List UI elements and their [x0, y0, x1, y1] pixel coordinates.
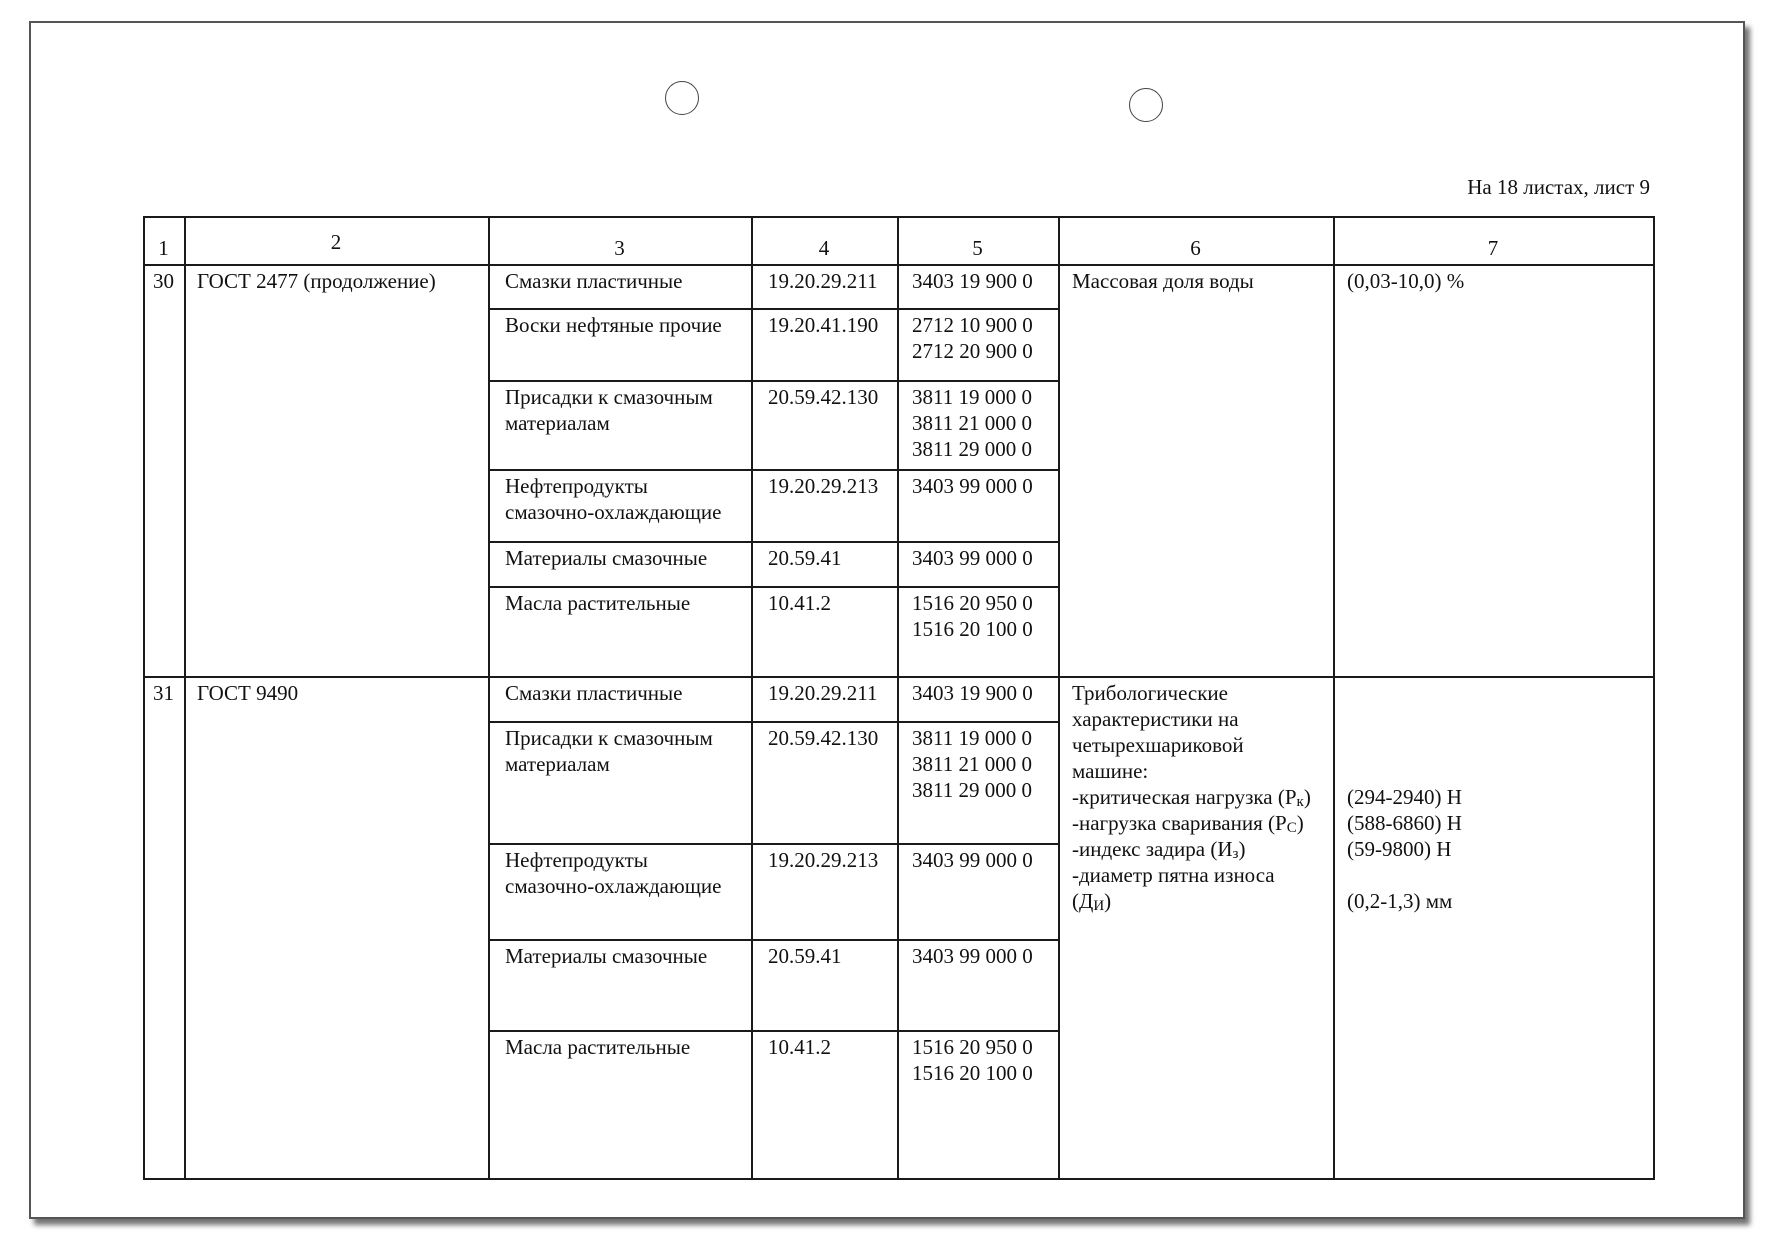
- subrow-rule: [488, 469, 1059, 471]
- normative-document: ГОСТ 9490: [197, 681, 299, 705]
- okpd-code: 20.59.41: [768, 546, 842, 570]
- col-rule: [488, 216, 490, 1180]
- header-col-4: 4: [818, 236, 830, 260]
- product-name: Нефтепродукты смазочно-охлаждающие: [505, 474, 722, 524]
- header-col-6: 6: [1190, 236, 1201, 260]
- subrow-rule: [488, 939, 1059, 941]
- table-border-bottom: [143, 1178, 1655, 1180]
- tnved-code: 3403 99 000 0: [912, 546, 1033, 570]
- characteristic-item: -диаметр пятна износа $(Д_И)$: [1072, 863, 1275, 914]
- subrow-rule: [488, 721, 1059, 723]
- product-name: Смазки пластичные: [505, 681, 683, 705]
- header-col-3: 3: [614, 236, 625, 260]
- tnved-code: 3403 99 000 0: [912, 474, 1033, 498]
- characteristic-intro: Трибологические характеристики на четырехшариковой машине:: [1072, 681, 1244, 783]
- okpd-code: 20.59.42.130: [768, 726, 879, 750]
- characteristic: Массовая доля воды: [1072, 269, 1254, 293]
- col-rule: [184, 216, 186, 1180]
- tnved-code: 1516 20 950 0 1516 20 100 0: [912, 1035, 1033, 1085]
- header-col-1: 1: [158, 236, 169, 260]
- okpd-code: 19.20.29.213: [768, 474, 879, 498]
- product-name: Присадки к смазочным материалам: [505, 385, 713, 435]
- product-name: Масла растительные: [505, 591, 691, 615]
- tnved-code: 3403 19 900 0: [912, 681, 1033, 705]
- tnved-code: 3811 19 000 0 3811 21 000 0 3811 29 000 0: [912, 385, 1032, 461]
- okpd-code: 19.20.29.211: [768, 269, 878, 293]
- accreditation-table: [143, 216, 1655, 1180]
- col-rule: [1333, 216, 1335, 1180]
- okpd-code: 19.20.29.211: [768, 681, 878, 705]
- measurement-range: (0,03-10,0) %: [1347, 269, 1465, 293]
- row-number: 31: [153, 681, 174, 705]
- tnved-code: 2712 10 900 0 2712 20 900 0: [912, 313, 1033, 363]
- characteristic-item: -индекс задира $(И_з)$: [1072, 837, 1246, 862]
- normative-document: ГОСТ 2477 (продолжение): [197, 269, 436, 293]
- subrow-rule: [488, 1030, 1059, 1032]
- product-name: Воски нефтяные прочие: [505, 313, 722, 337]
- header-rule: [143, 264, 1655, 266]
- tnved-code: 3403 99 000 0: [912, 944, 1033, 968]
- product-name: Нефтепродукты смазочно-охлаждающие: [505, 848, 722, 898]
- product-name: Материалы смазочные: [505, 944, 708, 968]
- tnved-code: 3811 19 000 0 3811 21 000 0 3811 29 000 0: [912, 726, 1032, 802]
- header-col-2: 2: [330, 230, 342, 254]
- characteristic-item: -нагрузка сваривания $(P_С)$: [1072, 811, 1304, 836]
- subrow-rule: [488, 541, 1059, 543]
- measurement-range: (59-9800) Н: [1347, 837, 1452, 861]
- product-name: Смазки пластичные: [505, 269, 683, 293]
- punch-hole: [1129, 88, 1163, 122]
- product-name: Материалы смазочные: [505, 546, 708, 570]
- okpd-code: 20.59.42.130: [768, 385, 879, 409]
- sheet-number: На 18 листах, лист 9: [1467, 175, 1650, 199]
- measurement-range: (294-2940) Н: [1347, 785, 1462, 809]
- col-rule: [143, 216, 145, 1180]
- measurement-range: (0,2-1,3) мм: [1347, 889, 1453, 913]
- row-number: 30: [153, 269, 174, 293]
- okpd-code: 19.20.29.213: [768, 848, 879, 872]
- tnved-code: 3403 99 000 0: [912, 848, 1033, 872]
- product-name: Масла растительные: [505, 1035, 691, 1059]
- col-rule: [897, 216, 899, 1180]
- table-border-top: [143, 216, 1655, 218]
- col-rule: [1653, 216, 1655, 1180]
- subrow-rule: [488, 308, 1059, 310]
- col-rule: [751, 216, 753, 1180]
- subrow-rule: [488, 843, 1059, 845]
- characteristic-item: -критическая нагрузка $(P_к)$: [1072, 785, 1311, 810]
- okpd-code: 19.20.41.190: [768, 313, 879, 337]
- product-name: Присадки к смазочным материалам: [505, 726, 713, 776]
- okpd-code: 10.41.2: [768, 1035, 831, 1059]
- col-rule: [1058, 216, 1060, 1180]
- okpd-code: 10.41.2: [768, 591, 831, 615]
- tnved-code: 3403 19 900 0: [912, 269, 1033, 293]
- header-col-7: 7: [1487, 236, 1499, 260]
- subrow-rule: [488, 380, 1059, 382]
- measurement-range: (588-6860) Н: [1347, 811, 1462, 835]
- row-separator: [143, 676, 1655, 678]
- header-col-5: 5: [972, 236, 983, 260]
- subrow-rule: [488, 586, 1059, 588]
- tnved-code: 1516 20 950 0 1516 20 100 0: [912, 591, 1033, 641]
- punch-hole: [665, 81, 699, 115]
- okpd-code: 20.59.41: [768, 944, 842, 968]
